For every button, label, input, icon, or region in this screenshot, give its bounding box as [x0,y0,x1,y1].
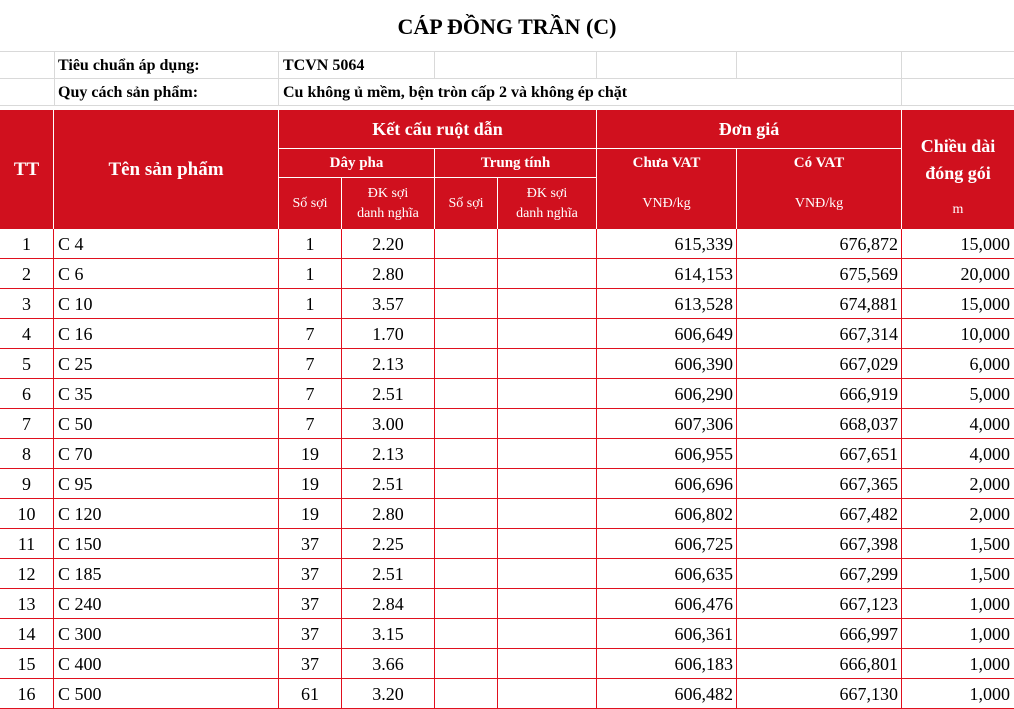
table-row [0,619,1014,649]
cell-phase-diameter: 2.13 [372,354,404,374]
table-row [0,499,1014,529]
cell-tt: 7 [22,414,31,434]
cell-product-name: C 4 [58,234,84,254]
cell-neutral-diameter [498,319,596,349]
cell-price-ex-vat: 606,290 [674,384,733,404]
cell-price-inc-vat: 676,872 [839,234,898,254]
cell-product-name: C 10 [58,294,93,314]
cell-tt: 11 [17,534,36,554]
cell-neutral-diameter [498,529,596,559]
cell-neutral-strands [435,619,497,649]
cell-neutral-strands [435,469,497,499]
cell-neutral-diameter [498,409,596,439]
cell-price-ex-vat: 606,476 [674,594,733,614]
cell-pack-length: 1,000 [969,684,1010,704]
table-row [0,469,1014,499]
cell-neutral-strands [435,679,497,709]
cell-phase-diameter: 2.51 [372,474,404,494]
cell-pack-length: 4,000 [969,444,1010,464]
cell-pack-length: 6,000 [969,354,1010,374]
header-conductor-structure: Kết cấu ruột dẫn [372,118,503,139]
standard-label: Tiêu chuẩn áp dụng: [58,57,200,74]
cell-phase-strands: 7 [305,384,315,404]
cell-pack-length: 20,000 [960,264,1010,284]
cell-phase-diameter: 3.57 [372,294,404,314]
title-row [0,0,1014,52]
cell-pack-length: 1,000 [969,624,1010,644]
cell-pack-length: 1,500 [969,534,1010,554]
cell-neutral-strands [435,229,497,259]
cell-phase-diameter: 2.13 [372,444,404,464]
cell-product-name: C 500 [58,684,102,704]
cell-phase-diameter: 2.80 [372,504,404,524]
cell-phase-diameter: 2.25 [372,534,404,554]
cell-pack-length: 10,000 [960,324,1010,344]
table-row [0,319,1014,349]
cell-pack-length: 1,000 [969,594,1010,614]
cell-pack-length: 5,000 [969,384,1010,404]
cell-phase-strands: 19 [301,444,319,464]
cell-neutral-strands [435,589,497,619]
cell-tt: 5 [22,354,31,374]
cell-price-ex-vat: 606,725 [674,534,733,554]
cell-price-ex-vat: 614,153 [674,264,733,284]
cell-phase-diameter: 3.20 [372,684,404,704]
cell-price-inc-vat: 667,482 [839,504,898,524]
cell-pack-length: 15,000 [960,234,1010,254]
header-pack-length-line2: đóng gói [925,163,991,183]
cell-pack-length: 4,000 [969,414,1010,434]
header-length-unit: m [952,201,964,217]
standard-value: TCVN 5064 [283,57,365,74]
cell-neutral-strands [435,259,497,289]
cell-tt: 8 [22,444,31,464]
cell-price-inc-vat: 667,299 [839,564,898,584]
cell-price-inc-vat: 674,881 [839,294,898,314]
cell-phase-strands: 61 [301,684,319,704]
table-row [0,289,1014,319]
cell-phase-strands: 7 [305,324,315,344]
sheet-title: CÁP ĐỒNG TRẦN (C) [397,14,617,39]
cell-phase-strands: 19 [301,474,319,494]
header-neutral-strands: Số sợi [448,195,484,211]
cell-phase-diameter: 2.20 [372,234,404,254]
cell-neutral-diameter [498,229,596,259]
cell-neutral-strands [435,379,497,409]
cell-price-inc-vat: 667,314 [839,324,898,344]
table-header [0,110,1014,229]
header-phase-wire: Dây pha [329,154,384,171]
cell-neutral-strands [435,649,497,679]
table-row [0,379,1014,409]
cell-phase-strands: 19 [301,504,319,524]
cell-phase-strands: 37 [301,534,319,554]
header-price-ex-vat-unit: VNĐ/kg [642,195,691,211]
cell-product-name: C 400 [58,654,102,674]
cell-phase-strands: 7 [305,414,315,434]
cell-product-name: C 240 [58,594,102,614]
cell-price-inc-vat: 667,029 [839,354,898,374]
cell-phase-diameter: 3.66 [372,654,404,674]
spec-row [0,79,1014,106]
cell-neutral-diameter [498,259,596,289]
header-neutral: Trung tính [480,154,551,171]
cell-pack-length: 1,000 [969,654,1010,674]
header-pack-length-line1: Chiều dài [920,136,996,156]
cell-product-name: C 25 [58,354,93,374]
table-row [0,349,1014,379]
cell-price-ex-vat: 606,183 [674,654,733,674]
cell-product-name: C 95 [58,474,93,494]
cell-neutral-diameter [498,469,596,499]
cell-phase-diameter: 2.51 [372,384,404,404]
cell-phase-diameter: 2.80 [372,264,404,284]
cell-tt: 4 [22,324,31,344]
header-phase-diameter-line1: ĐK sợi [367,185,409,201]
cell-product-name: C 150 [58,534,102,554]
cell-phase-strands: 1 [305,294,315,314]
cell-tt: 14 [17,624,36,644]
cell-neutral-diameter [498,289,596,319]
cell-phase-strands: 37 [301,564,319,584]
cell-price-ex-vat: 606,802 [674,504,733,524]
cell-neutral-strands [435,289,497,319]
cell-price-inc-vat: 666,997 [839,624,898,644]
cell-price-inc-vat: 667,123 [839,594,898,614]
cell-neutral-diameter [498,559,596,589]
spec-label: Quy cách sản phẩm: [58,84,199,101]
cell-neutral-diameter [498,589,596,619]
cell-price-ex-vat: 606,390 [674,354,733,374]
cell-neutral-diameter [498,349,596,379]
cell-neutral-strands [435,409,497,439]
cell-pack-length: 15,000 [960,294,1010,314]
header-phase-strands: Số sợi [292,195,328,211]
header-neutral-diameter [498,178,596,229]
cell-phase-strands: 37 [301,624,319,644]
table-row [0,529,1014,559]
standard-row [0,52,1014,79]
cell-product-name: C 120 [58,504,102,524]
header-price-inc-vat: Có VAT [793,154,845,171]
table-row [0,559,1014,589]
cell-tt: 2 [22,264,31,284]
cell-product-name: C 35 [58,384,93,404]
header-phase-diameter-line2: danh nghĩa [357,205,419,221]
header-neutral-diameter-line1: ĐK sợi [526,185,568,201]
table-row [0,409,1014,439]
cell-neutral-strands [435,529,497,559]
header-unit-price: Đơn giá [718,118,780,139]
table-row [0,229,1014,259]
cell-pack-length: 2,000 [969,504,1010,524]
cell-price-ex-vat: 613,528 [674,294,733,314]
cell-neutral-diameter [498,439,596,469]
cell-neutral-strands [435,319,497,349]
cell-price-ex-vat: 606,635 [674,564,733,584]
cell-phase-strands: 1 [305,264,315,284]
cell-pack-length: 2,000 [969,474,1010,494]
cell-price-inc-vat: 666,801 [839,654,898,674]
cell-tt: 9 [22,474,31,494]
table-row [0,589,1014,619]
cell-phase-strands: 7 [305,354,315,374]
cell-product-name: C 16 [58,324,93,344]
table-row [0,649,1014,679]
cell-tt: 12 [17,564,36,584]
cell-price-inc-vat: 667,130 [839,684,898,704]
spec-value: Cu không ủ mềm, bện tròn cấp 2 và không ép chặt [283,84,628,101]
cell-neutral-strands [435,349,497,379]
cell-neutral-diameter [498,649,596,679]
table-row [0,679,1014,709]
header-neutral-diameter-line2: danh nghĩa [516,205,578,221]
cell-neutral-diameter [498,679,596,709]
cell-price-inc-vat: 667,398 [839,534,898,554]
cell-tt: 16 [17,684,36,704]
header-tt: TT [13,158,40,180]
cell-price-ex-vat: 606,955 [674,444,733,464]
cell-phase-strands: 1 [305,234,315,254]
cell-tt: 6 [22,384,31,404]
header-phase-diameter [342,178,434,229]
cell-phase-diameter: 2.84 [372,594,404,614]
header-price-ex-vat: Chưa VAT [632,154,701,171]
cell-tt: 3 [22,294,31,314]
cell-phase-diameter: 1.70 [372,324,404,344]
header-product-name: Tên sản phẩm [108,158,224,180]
cell-neutral-diameter [498,379,596,409]
cell-price-ex-vat: 606,649 [674,324,733,344]
cell-price-inc-vat: 667,651 [839,444,898,464]
cell-price-ex-vat: 606,696 [674,474,733,494]
cell-product-name: C 185 [58,564,102,584]
cell-tt: 13 [17,594,36,614]
cell-neutral-strands [435,559,497,589]
cell-phase-strands: 37 [301,654,319,674]
cell-neutral-strands [435,439,497,469]
cell-neutral-diameter [498,619,596,649]
cell-price-inc-vat: 675,569 [839,264,898,284]
cell-tt: 10 [17,504,36,524]
cell-price-ex-vat: 615,339 [674,234,733,254]
cell-tt: 15 [17,654,36,674]
cell-price-inc-vat: 668,037 [839,414,898,434]
cell-price-inc-vat: 666,919 [839,384,898,404]
cell-neutral-diameter [498,499,596,529]
cell-price-ex-vat: 606,361 [674,624,733,644]
cell-product-name: C 50 [58,414,93,434]
cell-product-name: C 300 [58,624,102,644]
cell-product-name: C 70 [58,444,93,464]
cell-phase-diameter: 3.15 [372,624,404,644]
cell-phase-strands: 37 [301,594,319,614]
cell-product-name: C 6 [58,264,84,284]
cell-phase-diameter: 3.00 [372,414,404,434]
cell-price-ex-vat: 607,306 [674,414,733,434]
table-row [0,439,1014,469]
cell-price-ex-vat: 606,482 [674,684,733,704]
cell-neutral-strands [435,499,497,529]
header-price-inc-vat-unit: VNĐ/kg [794,195,844,211]
cell-phase-diameter: 2.51 [372,564,404,584]
cell-price-inc-vat: 667,365 [839,474,898,494]
table-row [0,259,1014,289]
cell-pack-length: 1,500 [969,564,1010,584]
cell-tt: 1 [22,234,31,254]
